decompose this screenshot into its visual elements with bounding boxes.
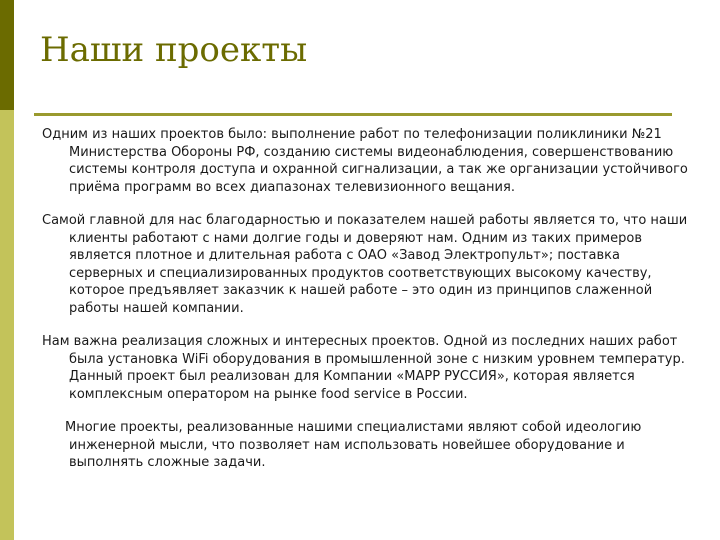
slide-title: Наши проекты (40, 30, 308, 70)
side-accent-bar-bottom (0, 110, 14, 540)
paragraph-engineering: Многие проекты, реализованные нашими специалистами являют собой идеологию инженерной мысли, что позволяет нам использовать новейшее оборудование и выполнять сложные задачи. (65, 420, 642, 470)
paragraph-client-trust: Самой главной для нас благодарностью и показателем нашей работы является то, что наши клиенты работают с нами долгие годы и доверяют нам. Одним из таких примеров является плотное и длительная работа с ОАО «Завод Электропульт»; поставка серверных и специализированных продуктов соответствующих высокому качеству, которое предъявляет заказчик к нашей работе – это один из принципов слаженной работы нашей компании. (42, 213, 688, 316)
title-underline (34, 113, 672, 116)
paragraph-wifi-project: Нам важна реализация сложных и интересных проектов. Одной из последних наших работ была установка WiFi оборудования в промышленной зоне с низким уровнем температур. Данный проект был реализован для Компании «МАРР РУССИЯ», которая является комплексным оператором на рынке food service в России. (42, 334, 685, 402)
paragraph-policlinic-project: Одним из наших проектов было: выполнение работ по телефонизации поликлиники №21 Министерства Обороны РФ, созданию системы видеонаблюдения, совершенствованию системы контроля доступа и охранной сигнализации, а так же организации устойчивого приёма программ во всех диапазонах телевизионного вещания. (42, 127, 688, 195)
side-accent-bar-top (0, 0, 14, 110)
slide-body (42, 126, 690, 488)
